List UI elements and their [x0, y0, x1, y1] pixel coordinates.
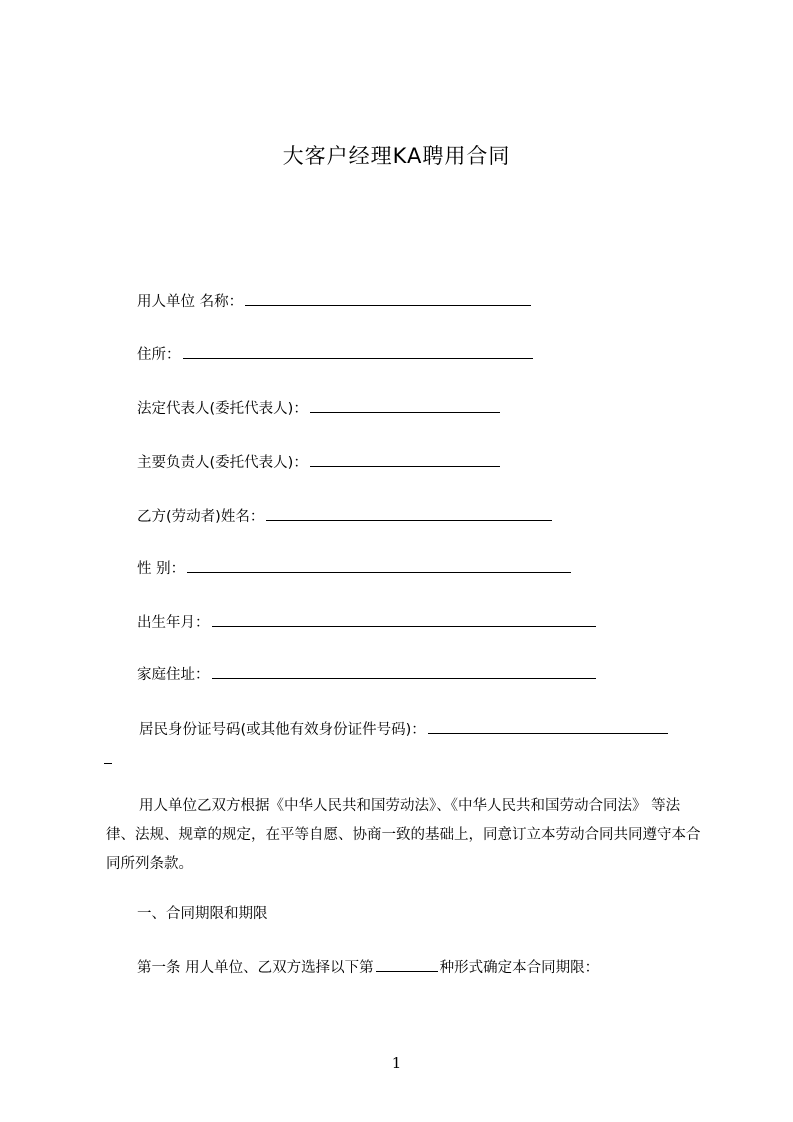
fill-blank [310, 397, 500, 413]
page-number: 1 [391, 1054, 402, 1072]
fill-blank [183, 343, 533, 359]
field-label: 主要负责人(委托代表人)： [137, 455, 308, 471]
fill-blank [376, 956, 438, 972]
field-address [137, 343, 533, 366]
field-label: 住所： [137, 347, 181, 363]
fill-blank [428, 718, 668, 734]
field-label: 用人单位 名称： [137, 294, 244, 310]
fill-blank-continuation [104, 763, 112, 764]
fill-blank [187, 557, 571, 573]
field-home-address [137, 663, 596, 686]
intro-paragraph [106, 792, 706, 879]
field-label: 家庭住址： [137, 667, 210, 683]
section-heading: 一、合同期限和期限 [137, 906, 268, 922]
field-label: 法定代表人(委托代表人)： [137, 401, 308, 417]
field-employer-name [137, 290, 531, 313]
field-birth [137, 611, 596, 634]
fill-blank [245, 290, 531, 306]
intro-text: 用人单位乙双方根据《中华人民共和国劳动法》、《中华人民共和国劳动合同法》 等法律、法规、规章的规定，在平等自愿、协商一致的基础上，同意订立本劳动合同共同遵守本合同所列条款。 [106, 798, 701, 872]
field-label: 性 别： [137, 561, 186, 577]
fill-blank [310, 451, 500, 467]
field-label: 出生年月： [137, 615, 210, 631]
fill-blank [266, 505, 552, 521]
article-1-prefix: 第一条 用人单位、乙双方选择以下第 [137, 960, 374, 976]
field-id-number [139, 718, 668, 741]
article-1-suffix: 种形式确定本合同期限： [439, 960, 600, 976]
field-gender [137, 557, 571, 580]
field-principal [137, 451, 500, 474]
fill-blank [212, 663, 596, 679]
field-employee-name [137, 505, 552, 528]
field-legal-rep [137, 397, 500, 420]
document-title: 大客户经理KA聘用合同 [282, 144, 511, 168]
fill-blank [212, 611, 596, 627]
article-1 [137, 956, 599, 979]
field-label: 居民身份证号码(或其他有效身份证件号码)： [139, 722, 426, 738]
field-label: 乙方(劳动者)姓名： [137, 509, 265, 525]
